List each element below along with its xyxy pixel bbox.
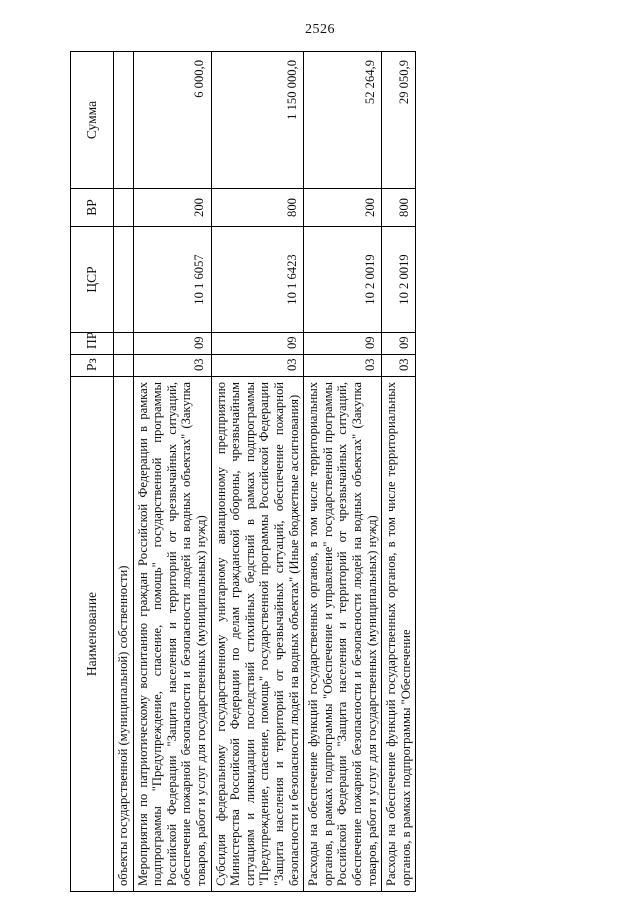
row-sum: 6 000,0	[133, 52, 211, 189]
table-row	[304, 52, 382, 892]
row-sum: 29 050,9	[382, 52, 416, 189]
row-pr: 09	[211, 333, 304, 355]
table-header-row	[71, 52, 114, 892]
table-row	[382, 52, 416, 892]
header-sum: Сумма	[71, 52, 114, 189]
row-pr: 09	[382, 333, 416, 355]
row-sum: 52 264,9	[304, 52, 382, 189]
row-name: объекты государственной (муниципальной) собственности)	[114, 377, 134, 892]
table-row	[114, 52, 134, 892]
row-rz: 03	[133, 355, 211, 377]
row-vr: 800	[211, 189, 304, 227]
page-number: 2526	[305, 22, 335, 37]
row-pr: 09	[304, 333, 382, 355]
table-row	[211, 52, 304, 892]
header-name: Наименование	[71, 377, 114, 892]
row-name: Расходы на обеспечение функций государственных органов, в том числе территориальных органов, в рамках подпрограммы "Обеспечение	[382, 377, 416, 892]
row-rz	[114, 355, 134, 377]
row-csr: 10 2 0019	[382, 227, 416, 333]
row-csr	[114, 227, 134, 333]
row-name: Субсидия федеральному государственному унитарному авиационному предприятию Министерства Российской Федерации по делам гражданской обороны, чрезвычайным ситуациям и ликвидации последствий стихийных бедствий в рамках подпрограммы "Предупреждение, спасение, помощь" государственной программы Российской Федерации "Защита населения и территорий от чрезвычайных ситуаций, обеспечение пожарной безопасности и безопасности людей на водных объектах" (Иные бюджетные ассигнования)	[211, 377, 304, 892]
row-sum	[114, 52, 134, 189]
row-csr: 10 2 0019	[304, 227, 382, 333]
row-pr	[114, 333, 134, 355]
row-sum: 1 150 000,0	[211, 52, 304, 189]
row-pr: 09	[133, 333, 211, 355]
budget-table	[70, 51, 416, 892]
row-csr: 10 1 6057	[133, 227, 211, 333]
row-vr: 800	[382, 189, 416, 227]
row-name: Мероприятия по патриотическому воспитанию граждан Российской Федерации в рамках подпрограммы "Предупреждение, спасение, помощь" государственной программы Российской Федерации "Защита населения и территорий от чрезвычайных ситуаций, обеспечение пожарной безопасности и безопасности людей на водных объектах" (Закупка товаров, работ и услуг для государственных (муниципальных) нужд)	[133, 377, 211, 892]
row-rz: 03	[382, 355, 416, 377]
header-rz: Рз	[71, 355, 114, 377]
row-name: Расходы на обеспечение функций государственных органов, в том числе территориальных органов, в рамках подпрограммы "Обеспечение и управление" государственной программы Российской Федерации "Защита населения и территорий от чрезвычайных ситуаций, обеспечение пожарной безопасности и безопасности людей на водных объектах" (Закупка товаров, работ и услуг для государственных (муниципальных) нужд)	[304, 377, 382, 892]
row-vr: 200	[133, 189, 211, 227]
row-rz: 03	[304, 355, 382, 377]
row-vr	[114, 189, 134, 227]
rotated-page-content	[70, 52, 600, 892]
row-csr: 10 1 6423	[211, 227, 304, 333]
table-row	[133, 52, 211, 892]
header-pr: ПР	[71, 333, 114, 355]
header-csr: ЦСР	[71, 227, 114, 333]
header-vr: ВР	[71, 189, 114, 227]
row-rz: 03	[211, 355, 304, 377]
row-vr: 200	[304, 189, 382, 227]
